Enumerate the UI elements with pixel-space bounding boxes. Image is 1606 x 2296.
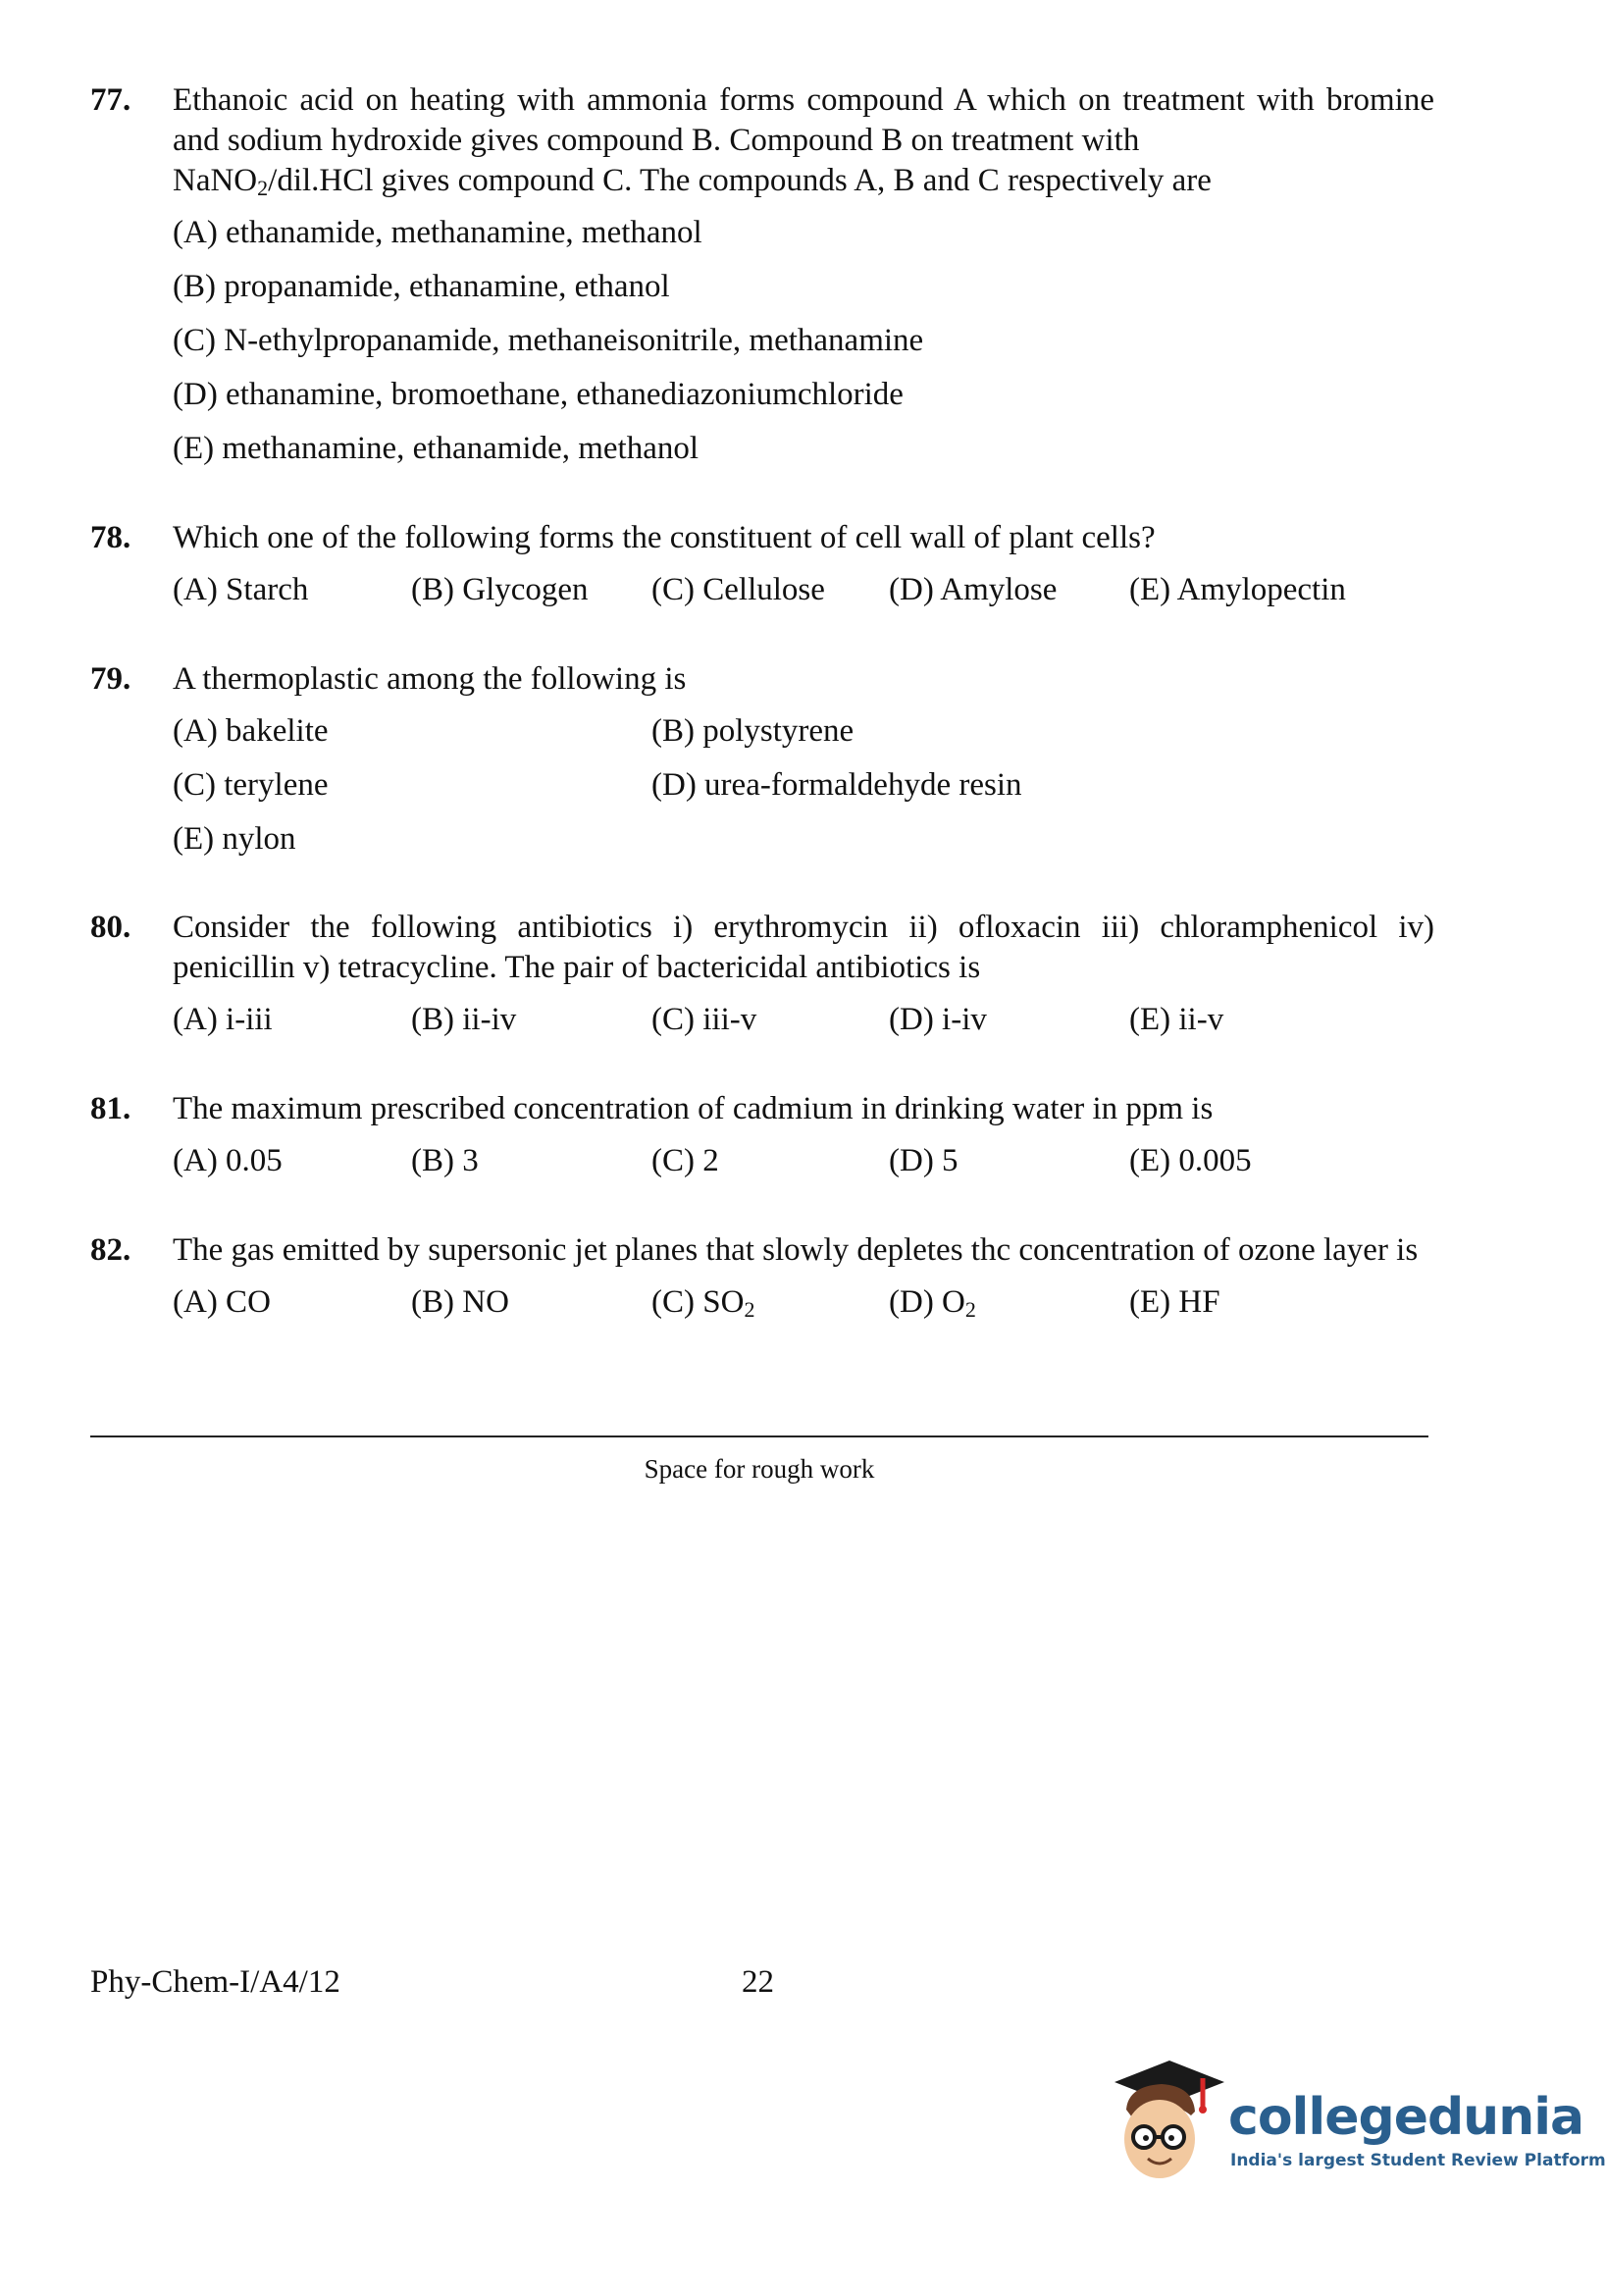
option-e: (E) HF [1129,1284,1220,1320]
logo-tagline: India's largest Student Review Platform [1230,2151,1606,2170]
question-text: Which one of the following forms the constituent of cell wall of plant cells? [173,520,1156,555]
option-a: (A) bakelite [173,713,329,749]
option-d: (D) 5 [889,1143,958,1178]
options-row [173,570,1434,610]
question-number: 80. [90,910,131,945]
option-b: (B) ii-iv [411,1002,517,1037]
option-b: (B) 3 [411,1143,479,1178]
option-a: (A) Starch [173,572,309,607]
question-79 [90,659,1434,861]
question-number: 79. [90,661,131,697]
mascot-icon [1109,2061,1226,2188]
option-a: (A) 0.05 [173,1143,283,1178]
option-c: (C) iii-v [651,1002,757,1037]
question-78 [90,518,1434,610]
option-b: (B) Glycogen [411,572,589,607]
options-row [173,1141,1434,1181]
option-d: (D) i-iv [889,1002,987,1037]
option-c: (C) Cellulose [651,572,825,607]
option-e: (E) ii-v [1129,1002,1224,1037]
question-text: The gas emitted by supersonic jet planes that slowly depletes thc concentration of ozone layer is [173,1232,1419,1268]
rough-work-label: Space for rough work [644,1454,875,1484]
option-b: (B) polystyrene [651,713,855,749]
options-row [173,1000,1434,1040]
question-77 [90,80,1434,483]
option-c: (C) $SO_2$ [651,1284,755,1322]
options-grid [173,711,1434,861]
options-list [173,213,1434,469]
question-number: 78. [90,520,131,555]
option-c: (C) 2 [651,1143,719,1178]
question-number: 77. [90,82,131,118]
question-text: A thermoplastic among the following is [173,661,687,697]
option-a: (A) ethanamide, methanamine, methanol [173,215,702,250]
option-a: (A) CO [173,1284,271,1320]
option-b: (B) propanamide, ethanamine, ethanol [173,269,670,304]
question-text: Ethanoic acid on heating with ammonia forms compound A which on treatment with bromine and sodium hydroxide gives compound B. Compound B on treatment with NaNO$_2$/dil.HCl gives compound C. The compounds A, B and C respectively are [173,82,1434,200]
question-number: 82. [90,1232,131,1268]
divider-line [90,1435,1428,1437]
question-81 [90,1089,1434,1181]
option-e: (E) nylon [173,821,296,857]
logo-wordmark: collegedunia [1228,2088,1584,2147]
question-text: The maximum prescribed concentration of cadmium in drinking water in ppm is [173,1091,1214,1126]
question-82 [90,1230,1434,1323]
option-c: (C) terylene [173,767,329,803]
option-e: (E) Amylopectin [1129,572,1346,607]
option-d: (D) urea-formaldehyde resin [651,767,1022,803]
footer-code: Phy-Chem-I/A4/12 [90,1964,340,2000]
option-d: (D) Amylose [889,572,1058,607]
option-b: (B) NO [411,1284,509,1320]
question-80 [90,908,1434,1040]
question-text: Consider the following antibiotics i) erythromycin ii) ofloxacin iii) chloramphenicol iv) penicillin v) tetracycline. The pair of bactericidal antibiotics is [173,910,1434,985]
option-e: (E) 0.005 [1129,1143,1252,1178]
question-number: 81. [90,1091,131,1126]
option-d: (D) ethanamine, bromoethane, ethanediazoniumchloride [173,377,904,412]
collegedunia-logo [1109,2061,1606,2188]
options-row [173,1282,1434,1323]
option-e: (E) methanamine, ethanamide, methanol [173,431,699,466]
option-d: (D) $O_2$ [889,1284,976,1322]
option-c: (C) N-ethylpropanamide, methaneisonitrile, methanamine [173,323,924,358]
page-number: 22 [742,1964,774,2000]
option-a: (A) i-iii [173,1002,273,1037]
